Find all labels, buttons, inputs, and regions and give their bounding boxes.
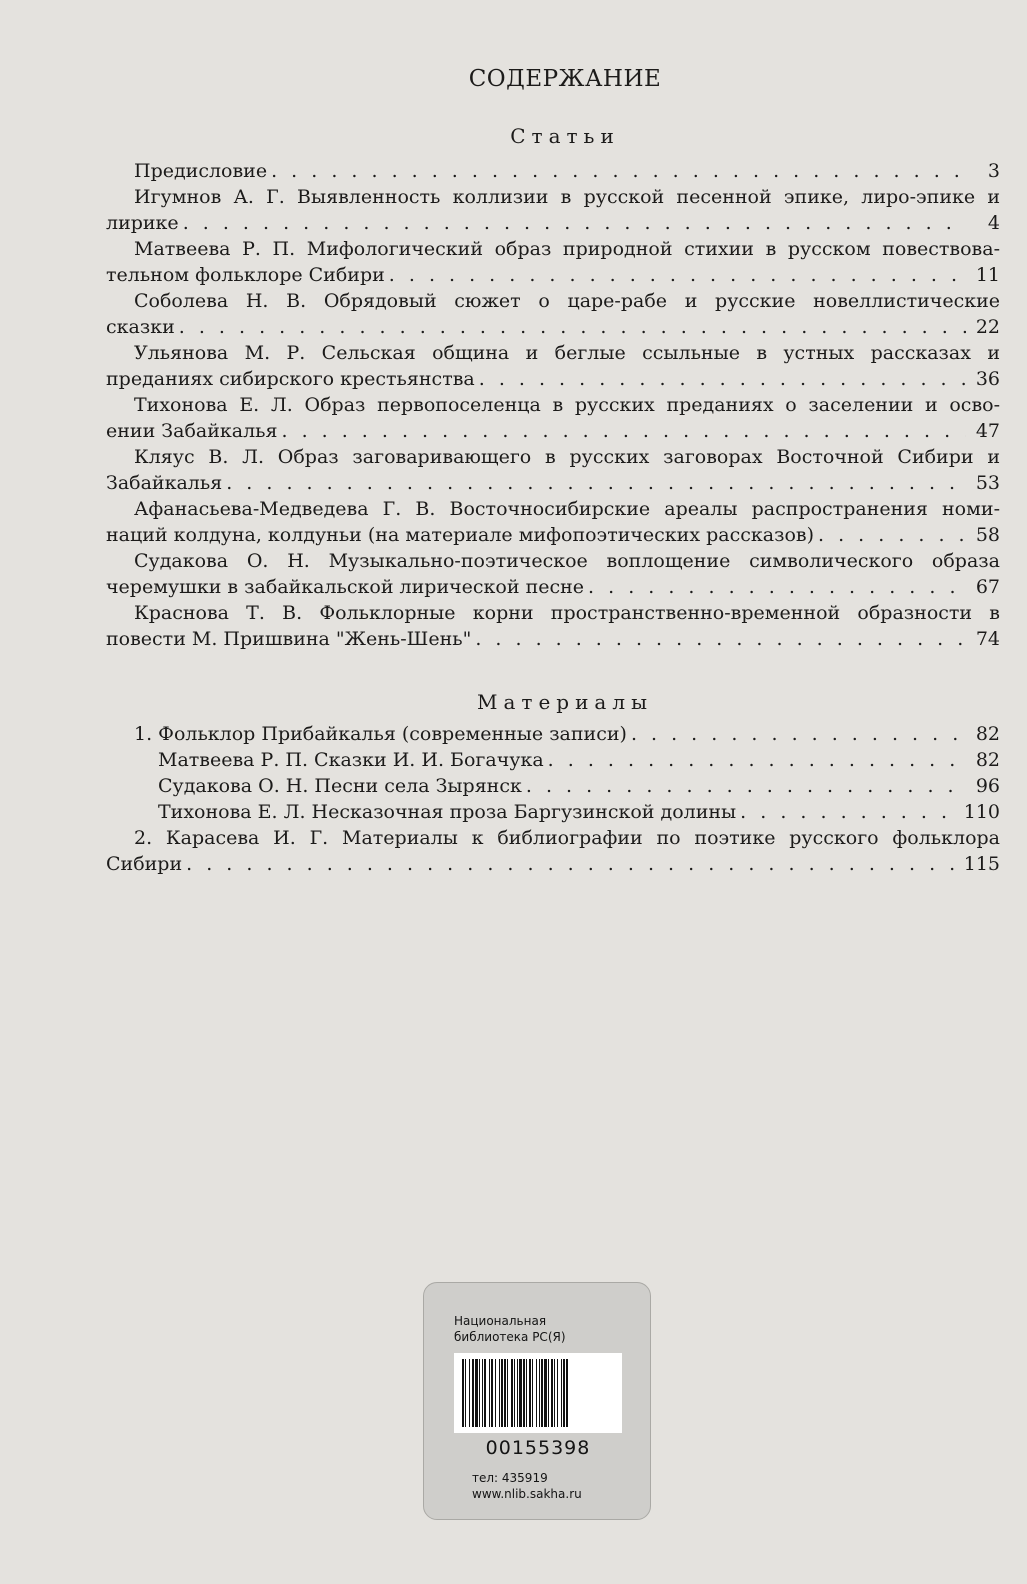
toc-entry-text: тельном фольклоре Сибири bbox=[106, 264, 385, 286]
toc-entry bbox=[106, 158, 1000, 184]
dot-leader bbox=[818, 522, 966, 548]
toc-entry-text: Матвеева Р. П. Сказки И. И. Богачука bbox=[158, 749, 544, 771]
toc-materials bbox=[106, 721, 1000, 877]
library-website: www.nlib.sakha.ru bbox=[472, 1487, 582, 1501]
toc-entry-text: Судакова О. Н. Песни села Зырянск bbox=[158, 775, 522, 797]
toc-entry bbox=[106, 340, 1000, 392]
toc-entry-text: черемушки в забайкальской лирической песне bbox=[106, 576, 585, 598]
toc-entry bbox=[106, 600, 1000, 652]
toc-entry-text: ении Забайкалья bbox=[106, 420, 278, 442]
page-number: 82 bbox=[975, 723, 1000, 745]
toc-entry-line: 2. Карасева И. Г. Материалы к библиографии по поэтике русского фольклора bbox=[134, 827, 1000, 849]
page-number: 96 bbox=[975, 775, 1000, 797]
dot-leader bbox=[740, 799, 960, 825]
dot-leader bbox=[479, 366, 966, 392]
toc-entry bbox=[106, 548, 1000, 600]
toc-entry-line: Кляус В. Л. Образ заговаривающего в русских заговорах Восточной Сибири и bbox=[134, 446, 1000, 468]
toc-entry-text: преданиях сибирского крестьянства bbox=[106, 368, 475, 390]
page-number: 115 bbox=[963, 853, 1000, 875]
page-number: 4 bbox=[987, 212, 1000, 234]
toc-entry-line: Краснова Т. В. Фольклорные корни пространственно-временной образности в bbox=[134, 602, 1000, 624]
dot-leader bbox=[631, 721, 966, 747]
toc-entry bbox=[106, 799, 1000, 825]
barcode-number: 00155398 bbox=[485, 1437, 591, 1459]
library-sticker bbox=[423, 1282, 651, 1520]
page-number: 11 bbox=[975, 264, 1000, 286]
page-number: 74 bbox=[975, 628, 1000, 650]
toc-entry bbox=[106, 236, 1000, 288]
dot-leader bbox=[548, 747, 966, 773]
dot-leader bbox=[475, 626, 966, 652]
toc-entry-text: Забайкалья bbox=[106, 472, 223, 494]
toc-entry-line: Ульянова М. Р. Сельская община и беглые ссыльные в устных рассказах и bbox=[134, 342, 1000, 364]
toc-entry-text: Предисловие bbox=[134, 160, 268, 182]
barcode-icon bbox=[454, 1353, 622, 1433]
toc-entry-text: лирике bbox=[106, 212, 179, 234]
toc-entry-line: Матвеева Р. П. Мифологический образ природной стихии в русском повествова- bbox=[134, 238, 1000, 260]
page-title: СОДЕРЖАНИЕ bbox=[468, 66, 662, 92]
toc-entry bbox=[106, 721, 1000, 747]
dot-leader bbox=[226, 470, 966, 496]
page-number: 36 bbox=[975, 368, 1000, 390]
toc-entry bbox=[106, 444, 1000, 496]
toc-entry-line: Судакова О. Н. Музыкально-поэтическое воплощение символического образа bbox=[134, 550, 1000, 572]
dot-leader bbox=[588, 574, 966, 600]
toc-entry bbox=[106, 392, 1000, 444]
toc-entry-text: Сибири bbox=[106, 853, 183, 875]
library-name: Национальная библиотека РС(Я) bbox=[454, 1314, 566, 1344]
dot-leader bbox=[281, 418, 966, 444]
page-number: 22 bbox=[975, 316, 1000, 338]
page-number: 53 bbox=[975, 472, 1000, 494]
toc-entry-line: Игумнов А. Г. Выявленность коллизии в русской песенной эпике, лиро-эпике и bbox=[134, 186, 1000, 208]
page-number: 3 bbox=[987, 160, 1000, 182]
toc-entry bbox=[106, 773, 1000, 799]
library-phone: тел: 435919 bbox=[472, 1471, 548, 1485]
toc-entry bbox=[106, 496, 1000, 548]
page-number: 67 bbox=[975, 576, 1000, 598]
toc-entry-line: Тихонова Е. Л. Образ первопоселенца в русских преданиях о заселении и осво- bbox=[134, 394, 1000, 416]
page-number: 110 bbox=[963, 801, 1000, 823]
toc-entry-text: наций колдуна, колдуньи (на материале мифопоэтических рассказов) bbox=[106, 524, 814, 546]
toc-entry-text: Тихонова Е. Л. Несказочная проза Баргузинской долины bbox=[158, 801, 737, 823]
toc-articles bbox=[106, 158, 1000, 652]
dot-leader bbox=[179, 314, 966, 340]
toc-entry bbox=[106, 184, 1000, 236]
dot-leader bbox=[389, 262, 966, 288]
toc-entry-line: Афанасьева-Медведева Г. В. Восточносибирские ареалы распространения номи- bbox=[134, 498, 1000, 520]
toc-entry-text: 1. Фольклор Прибайкалья (современные записи) bbox=[134, 723, 627, 745]
toc-entry-text: повести М. Пришвина "Жень-Шень" bbox=[106, 628, 472, 650]
section-heading-articles: Статьи bbox=[510, 124, 620, 148]
dot-leader bbox=[271, 158, 966, 184]
section-heading-materials: Материалы bbox=[477, 690, 653, 714]
toc-entry-text: сказки bbox=[106, 316, 175, 338]
page-number: 47 bbox=[975, 420, 1000, 442]
page-number: 82 bbox=[975, 749, 1000, 771]
dot-leader bbox=[183, 210, 966, 236]
toc-entry bbox=[106, 747, 1000, 773]
toc-entry bbox=[106, 288, 1000, 340]
dot-leader bbox=[186, 851, 960, 877]
toc-entry bbox=[106, 825, 1000, 877]
page-number: 58 bbox=[975, 524, 1000, 546]
dot-leader bbox=[526, 773, 966, 799]
toc-entry-line: Соболева Н. В. Обрядовый сюжет о царе-рабе и русские новеллистические bbox=[134, 290, 1000, 312]
